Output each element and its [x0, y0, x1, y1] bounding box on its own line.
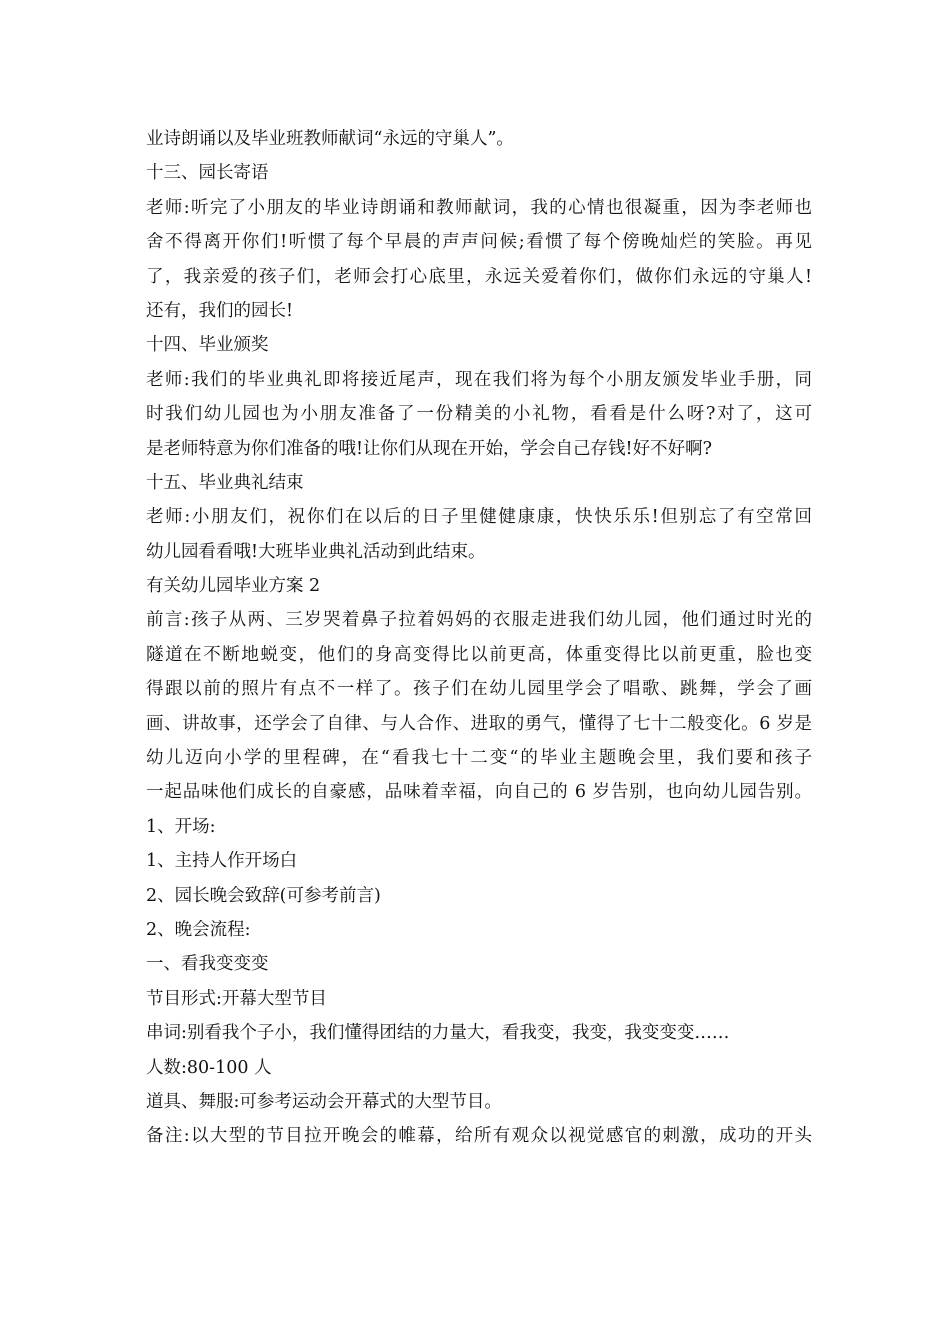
text-line: 串词:别看我个子小，我们懂得团结的力量大，看我变，我变，我变变变……: [146, 1023, 730, 1044]
text-line: 是老师特意为你们准备的哦!让你们从现在开始，学会自己存钱!好不好啊?: [146, 438, 712, 459]
text-line: 老师:听完了小朋友的毕业诗朗诵和教师献词，我的心情也很凝重，因为李老师也: [146, 197, 812, 218]
text-line: 了，我亲爱的孩子们，老师会打心底里，永远关爱着你们，做你们永远的守巢人!: [146, 266, 812, 287]
document-body: [146, 122, 812, 1154]
text-line: 道具、舞服:可参考运动会开幕式的大型节目。: [146, 1091, 502, 1112]
text-line: 得跟以前的照片有点不一样了。孩子们在幼儿园里学会了唱歌、跳舞，学会了画: [146, 679, 812, 700]
text-line: 有关幼儿园毕业方案 2: [146, 576, 321, 597]
text-line: 2、园长晚会致辞(可参考前言): [146, 885, 381, 906]
text-line: 一、看我变变变: [146, 954, 269, 975]
text-line: 1、主持人作开场白: [146, 851, 298, 872]
text-line: 1、开场:: [146, 816, 216, 837]
text-line: 十五、毕业典礼结束: [146, 472, 304, 493]
text-line: 舍不得离开你们!听惯了每个早晨的声声问候;看惯了每个傍晚灿烂的笑脸。再见: [146, 232, 812, 253]
text-line: 一起品味他们成长的自豪感，品味着幸福，向自己的 6 岁告别，也向幼儿园告别。: [146, 782, 812, 803]
text-line: 2、晚会流程:: [146, 919, 251, 940]
text-line: 隧道在不断地蜕变，他们的身高变得比以前更高，体重变得比以前更重，脸也变: [146, 644, 812, 665]
text-line: 老师:我们的毕业典礼即将接近尾声，现在我们将为每个小朋友颁发毕业手册，同: [146, 369, 812, 390]
text-line: 十三、园长寄语: [146, 163, 269, 184]
text-line: 时我们幼儿园也为小朋友准备了一份精美的小礼物，看看是什么呀?对了，这可: [146, 404, 812, 425]
text-line: 前言:孩子从两、三岁哭着鼻子拉着妈妈的衣服走进我们幼儿园，他们通过时光的: [146, 610, 812, 631]
text-line: 人数:80-100 人: [146, 1057, 272, 1078]
text-line: 画、讲故事，还学会了自律、与人合作、进取的勇气，懂得了七十二般变化。6 岁是: [146, 713, 812, 734]
text-line: 幼儿迈向小学的里程碑，在“看我七十二变“的毕业主题晚会里，我们要和孩子: [146, 748, 812, 769]
text-line: 业诗朗诵以及毕业班教师献词“永远的守巢人”。: [146, 129, 514, 149]
text-line: 老师:小朋友们，祝你们在以后的日子里健健康康，快快乐乐!但别忘了有空常回: [146, 507, 812, 528]
text-line: 备注:以大型的节目拉开晚会的帷幕，给所有观众以视觉感官的刺激，成功的开头: [146, 1126, 812, 1147]
text-line: 幼儿园看看哦!大班毕业典礼活动到此结束。: [146, 541, 486, 562]
text-line: 还有，我们的园长!: [146, 300, 294, 321]
text-line: 十四、毕业颁奖: [146, 335, 269, 356]
text-line: 节目形式:开幕大型节目: [146, 988, 327, 1009]
